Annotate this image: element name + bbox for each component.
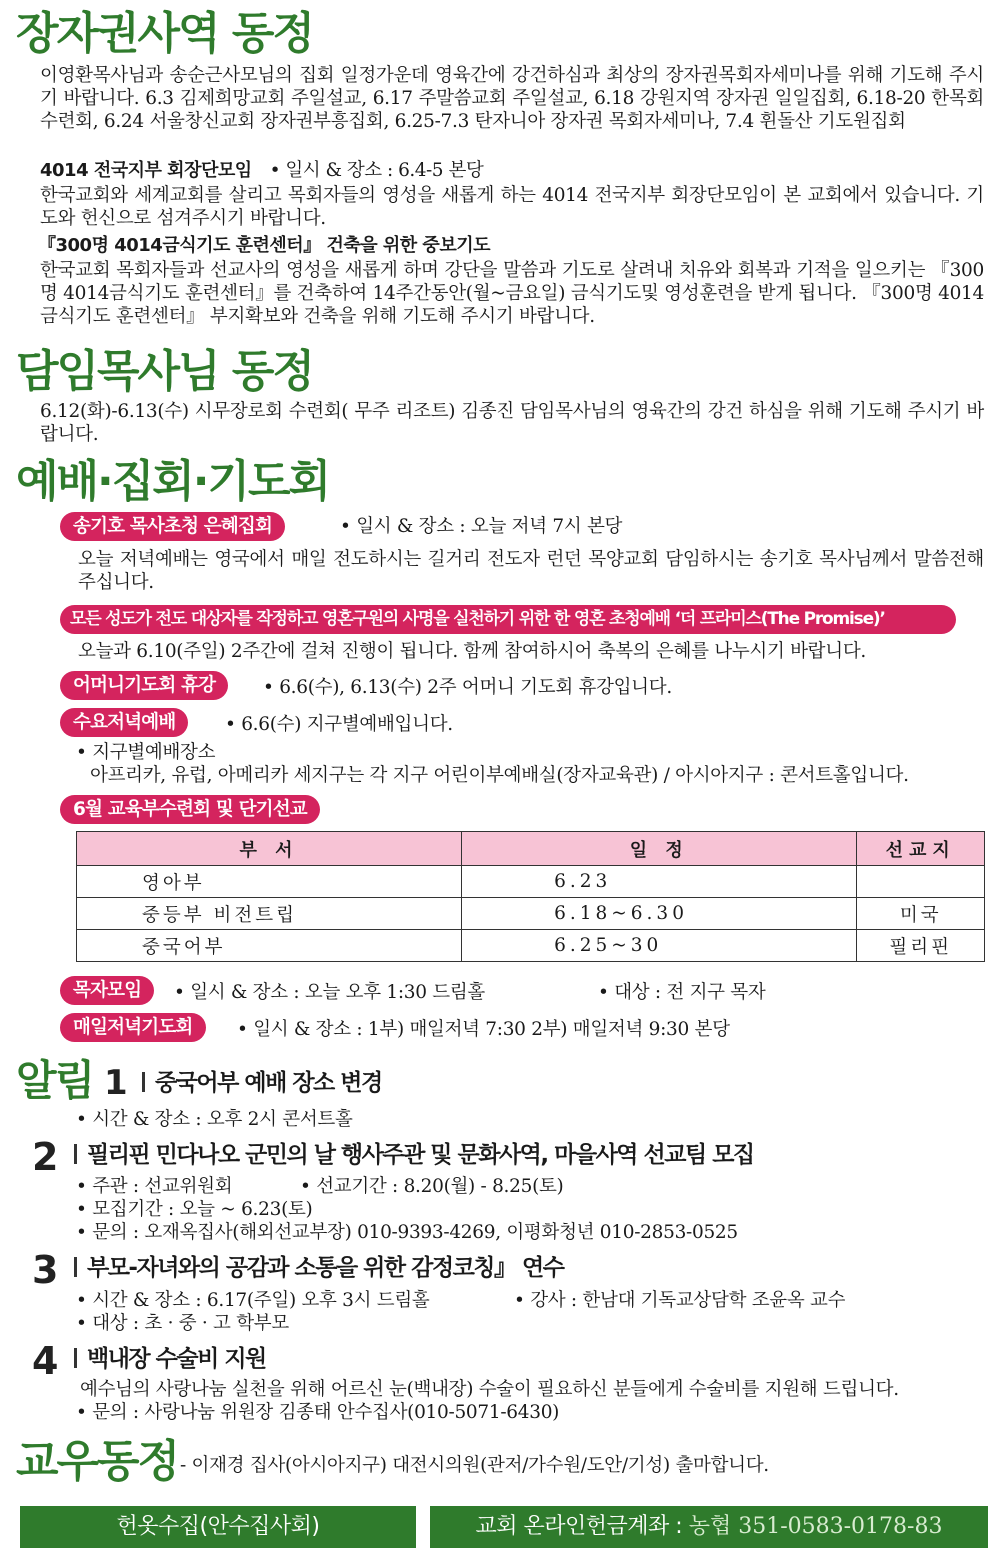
wednesday-worship-location-label: • 지구별예배장소 bbox=[76, 742, 216, 763]
table-header-schedule: 일 정 bbox=[462, 832, 857, 866]
notice-2-contact: • 문의 : 오재옥집사(해외선교부장) 010-9393-4269, 이평화청년 010-2853-0525 bbox=[76, 1222, 738, 1243]
wednesday-worship-location-text: 아프리카, 유럽, 아메리카 세지구는 각 지구 어린이부예배실(장자교육관) / 아시아지구 : 콘서트홀입니다. bbox=[90, 765, 909, 786]
table-header-row bbox=[77, 832, 985, 866]
section-title-worship: 예배·집회·기도회 bbox=[16, 456, 329, 507]
table-cell-schedule: 6.25~30 bbox=[462, 930, 857, 962]
notice-2-title-text: 필리핀 민다나오 군민의 날 행사주관 및 문화사역, 마을사역 선교팀 모집 bbox=[87, 1142, 754, 1168]
schedule-table bbox=[76, 831, 985, 962]
notice-1-title-text: 중국어부 예배 장소 변경 bbox=[155, 1070, 382, 1096]
notice-3-target: • 대상 : 초 · 중 · 고 학부모 bbox=[76, 1313, 289, 1334]
education-retreat-pill: 6월 교육부수련회 및 단기선교 bbox=[60, 795, 320, 824]
table-row bbox=[77, 898, 985, 930]
online-offering-label: 교회 온라인헌금계좌 : bbox=[475, 1514, 689, 1539]
evening-prayer-meta: • 일시 & 장소 : 1부) 매일저녁 7:30 2부) 매일저녁 9:30 본당 bbox=[237, 1019, 730, 1040]
section-title-member-news: 교우동정 bbox=[16, 1436, 179, 1487]
table-cell-department: 중등부 비전트립 bbox=[77, 898, 462, 930]
shepherds-meeting-pill: 목자모임 bbox=[60, 976, 154, 1005]
notice-1-title bbox=[142, 1068, 382, 1098]
training-center-prayer-text: 한국교회 목회자들과 선교사의 영성을 새롭게 하며 강단을 말씀과 기도로 살려내 치유와 회복과 기적을 일으키는 『300명 4014금식기도 훈련센터』를 건축하여 14주간동안(월~금요일) 금식기도및 영성훈련을 받게 됩니다. 『300명 4014 금식기도 훈련센터』 부지확보와 건축을 위해 기도해 주시기 바랍니다. bbox=[40, 260, 984, 327]
promise-worship-text: 오늘과 6.10(주일) 2주간에 걸쳐 진행이 됩니다. 함께 참여하시어 축복의 은혜를 나누시기 바랍니다. bbox=[78, 641, 866, 662]
clothes-collection-banner: 헌옷수집(안수집사회) bbox=[20, 1506, 416, 1548]
notice-3-title bbox=[74, 1253, 563, 1283]
table-cell-destination bbox=[857, 866, 985, 898]
promise-worship-pill: 모든 성도가 전도 대상자를 작정하고 영혼구원의 사명을 실천하기 위한 한 영혼 초청예배 ‘더 프라미스(The Promise)’ bbox=[60, 605, 956, 634]
member-news-text: - 이재경 집사(아시아지구) 대전시의원(관저/가수원/도안/기성) 출마합니다. bbox=[180, 1455, 769, 1476]
table-cell-destination: 필리핀 bbox=[857, 930, 985, 962]
table-header-destination: 선교지 bbox=[857, 832, 985, 866]
table-cell-schedule: 6.23 bbox=[462, 866, 857, 898]
table-header-department: 부 서 bbox=[77, 832, 462, 866]
table-cell-department: 영아부 bbox=[77, 866, 462, 898]
regional-leaders-meeting bbox=[40, 160, 984, 182]
revival-meeting-pill: 송기호 목사초청 은혜집회 bbox=[60, 512, 285, 541]
regional-leaders-meeting-title: 4014 전국지부 회장단모임 bbox=[40, 160, 252, 181]
notice-1-number: 1 bbox=[104, 1063, 128, 1103]
mothers-prayer-meta: • 6.6(수), 6.13(수) 2주 어머니 기도회 휴강입니다. bbox=[263, 677, 672, 698]
training-center-prayer-title: 『300명 4014금식기도 훈련센터』 건축을 위한 중보기도 bbox=[38, 235, 490, 256]
notice-2-recruit: • 모집기간 : 오늘 ~ 6.23(토) bbox=[76, 1199, 313, 1220]
notice-2-number: 2 bbox=[32, 1135, 59, 1179]
section-title-senior-pastor: 담임목사님 동정 bbox=[16, 346, 313, 397]
table-row bbox=[77, 866, 985, 898]
notice-3-time: • 시간 & 장소 : 6.17(주일) 오후 3시 드림홀 bbox=[76, 1290, 430, 1311]
section-title-firstborn-ministry: 장자권사역 동정 bbox=[16, 8, 313, 59]
senior-pastor-text: 6.12(화)-6.13(수) 시무장로회 수련회( 무주 리조트) 김종진 담임목사님의 영육간의 강건 하심을 위해 기도해 주시기 바랍니다. bbox=[40, 401, 984, 445]
mothers-prayer-pill: 어머니기도회 휴강 bbox=[60, 671, 228, 700]
table-cell-schedule: 6.18~6.30 bbox=[462, 898, 857, 930]
online-offering-banner bbox=[430, 1506, 988, 1548]
notice-4-contact: • 문의 : 사랑나눔 위원장 김종태 안수집사(010-5071-6430) bbox=[76, 1402, 560, 1423]
notice-2-period: • 선교기간 : 8.20(월) - 8.25(토) bbox=[300, 1176, 564, 1197]
notice-3-lecturer: • 강사 : 한남대 기독교상담학 조윤옥 교수 bbox=[514, 1290, 846, 1311]
notice-2-host: • 주관 : 선교위원회 bbox=[76, 1176, 233, 1197]
notice-3-number: 3 bbox=[32, 1248, 59, 1292]
revival-meeting-text: 오늘 저녁예배는 영국에서 매일 전도하시는 길거리 전도자 런던 목양교회 담임하시는 송기호 목사님께서 말씀전해 주십니다. bbox=[78, 549, 984, 593]
notice-4-title bbox=[74, 1344, 266, 1374]
revival-meeting-meta: • 일시 & 장소 : 오늘 저녁 7시 본당 bbox=[340, 516, 623, 537]
notice-3-title-text: 부모-자녀와의 공감과 소통을 위한 감정코칭』 연수 bbox=[87, 1255, 564, 1281]
notice-1-line: • 시간 & 장소 : 오후 2시 콘서트홀 bbox=[76, 1109, 353, 1130]
wednesday-worship-meta: • 6.6(수) 지구별예배입니다. bbox=[225, 714, 453, 735]
wednesday-worship-pill: 수요저녁예배 bbox=[60, 708, 188, 737]
notice-2-title bbox=[74, 1140, 754, 1170]
notice-4-text: 예수님의 사랑나눔 실천을 위해 어르신 눈(백내장) 수술이 필요하신 분들에게 수술비를 지원해 드립니다. bbox=[80, 1379, 899, 1400]
shepherds-meeting-meta: • 일시 & 장소 : 오늘 오후 1:30 드림홀 bbox=[174, 982, 485, 1003]
table-row bbox=[77, 930, 985, 962]
evening-prayer-pill: 매일저녁기도회 bbox=[60, 1013, 206, 1042]
table-cell-department: 중국어부 bbox=[77, 930, 462, 962]
regional-leaders-meeting-meta: • 일시 & 장소 : 6.4-5 본당 bbox=[269, 160, 484, 181]
notice-4-title-text: 백내장 수술비 지원 bbox=[87, 1346, 266, 1372]
notices-title: 알림 bbox=[16, 1056, 94, 1105]
regional-leaders-meeting-text: 한국교회와 세계교회를 살리고 목회자들의 영성을 새롭게 하는 4014 전국지부 회장단모임이 본 교회에서 있습니다. 기도와 헌신으로 섬겨주시기 바랍니다. bbox=[40, 185, 984, 229]
online-offering-account: 농협 351-0583-0178-83 bbox=[688, 1514, 943, 1539]
shepherds-meeting-target: • 대상 : 전 지구 목자 bbox=[598, 982, 766, 1003]
notice-4-number: 4 bbox=[32, 1339, 59, 1383]
table-cell-destination: 미국 bbox=[857, 898, 985, 930]
firstborn-ministry-text: 이영환목사님과 송순근사모님의 집회 일정가운데 영육간에 강건하심과 최상의 장자권목회자세미나를 위해 기도해 주시기 바랍니다. 6.3 김제희망교회 주일설교, 6.17 주말씀교회 주일설교, 6.18 강원지역 장자권 일일집회, 6.18-20 한목회수련회, 6.24 서울창신교회 장자권부흥집회, 6.25-7.3 탄자니아 장자권 목회자세미나, 7.4 휜돌산 기도원집회 bbox=[40, 65, 984, 132]
